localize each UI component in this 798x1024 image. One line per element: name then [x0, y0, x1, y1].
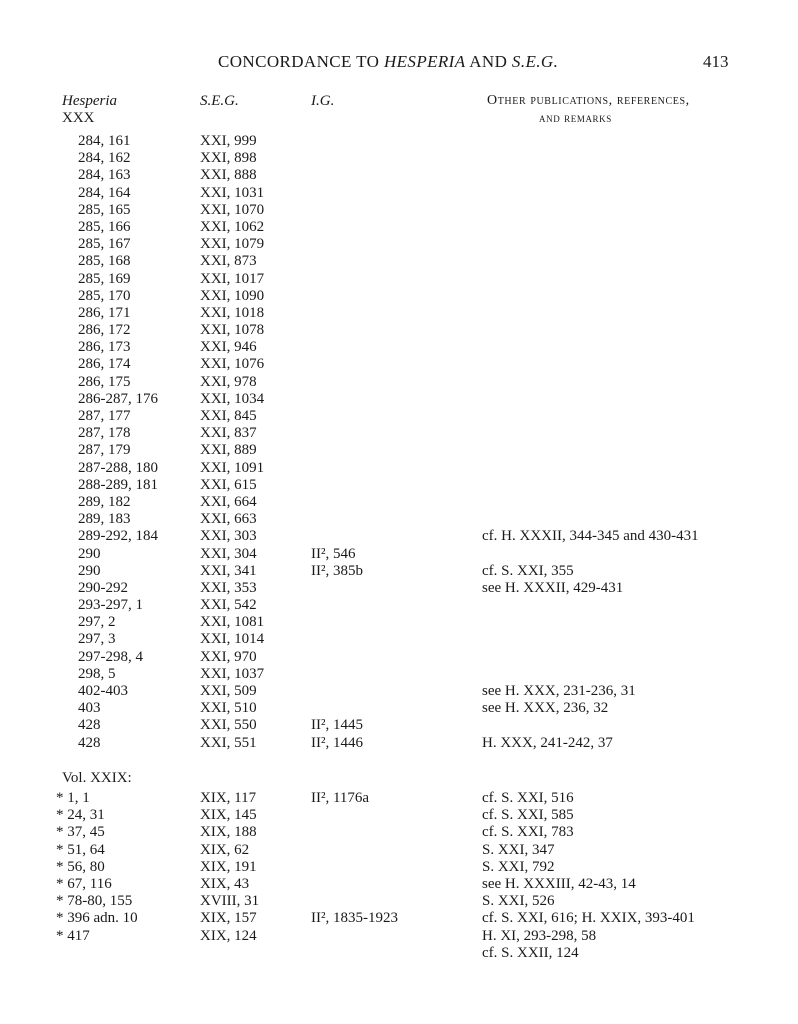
ig-cell: II², 1835-1923: [311, 910, 398, 927]
seg-cell: XIX, 124: [200, 927, 257, 944]
table-row: [0, 374, 798, 391]
hesperia-cell: * 1, 1: [56, 790, 90, 806]
hesperia-cell: 287, 179: [78, 442, 131, 459]
hesperia-cell: 284, 161: [78, 133, 131, 149]
hesperia-cell: 298, 5: [78, 665, 116, 682]
title-hesperia: HESPERIA: [383, 52, 466, 71]
other-cell: H. XI, 293-298, 58: [482, 927, 597, 944]
seg-cell: XXI, 1037: [200, 665, 265, 682]
table-row: [0, 717, 798, 734]
seg-cell: XXI, 551: [200, 734, 257, 751]
hesperia-cell: 287-288, 180: [78, 459, 158, 476]
other-cell: see H. XXX, 236, 32: [482, 700, 609, 717]
ig-cell: II², 385b: [311, 562, 363, 579]
table-row: [0, 683, 798, 700]
seg-cell: XXI, 845: [200, 408, 257, 424]
table-row: [0, 322, 798, 339]
other-cell: S. XXI, 347: [482, 841, 555, 858]
hesperia-cell: * 24, 31: [56, 807, 105, 824]
ig-cell: II², 1446: [311, 734, 363, 751]
seg-cell: XXI, 303: [200, 528, 257, 545]
hesperia-cell: 284, 163: [78, 167, 131, 184]
table-row: [0, 790, 798, 807]
other-cell: cf. S. XXI, 585: [482, 807, 574, 824]
table-row: [0, 842, 798, 859]
running-title: [218, 52, 558, 72]
seg-cell: XXI, 615: [200, 476, 257, 493]
table-row: [0, 391, 798, 408]
seg-cell: XXI, 664: [200, 493, 257, 510]
table-row: [0, 253, 798, 270]
hesperia-cell: 289, 182: [78, 493, 131, 510]
title-prefix: CONCORDANCE TO: [218, 52, 384, 71]
seg-cell: XIX, 43: [200, 875, 250, 892]
column-header-other-line1: Other publications, references,: [487, 93, 690, 108]
seg-cell: XXI, 304: [200, 545, 257, 562]
hesperia-cell: 285, 167: [78, 236, 131, 253]
seg-cell: XXI, 889: [200, 442, 257, 459]
table-row: [0, 807, 798, 824]
table-row: [0, 442, 798, 459]
ig-cell: II², 1176a: [311, 790, 370, 806]
hesperia-cell: 403: [78, 700, 101, 717]
other-cell: cf. S. XXI, 616; H. XXIX, 393-401: [482, 910, 695, 927]
seg-cell: XXI, 1018: [200, 304, 265, 321]
seg-cell: XIX, 191: [200, 858, 257, 875]
column-header-ig: I.G.: [311, 93, 335, 109]
table-row: [0, 824, 798, 841]
hesperia-cell: 285, 168: [78, 253, 131, 270]
seg-cell: XXI, 1076: [200, 356, 265, 373]
seg-cell: XXI, 837: [200, 425, 257, 442]
seg-cell: XXI, 1031: [200, 184, 265, 201]
table-row: [0, 305, 798, 322]
other-cell: cf. S. XXII, 124: [482, 944, 579, 961]
seg-cell: XXI, 898: [200, 150, 257, 167]
hesperia-cell: * 417: [56, 927, 90, 944]
hesperia-cell: 288-289, 181: [78, 476, 158, 493]
ig-cell: II², 1445: [311, 717, 363, 734]
table-row: [0, 460, 798, 477]
hesperia-cell: 297, 2: [78, 614, 116, 631]
hesperia-cell: * 396 adn. 10: [56, 910, 138, 927]
other-cell: S. XXI, 526: [482, 893, 555, 910]
table-row: [0, 666, 798, 683]
hesperia-cell: 290-292: [78, 579, 128, 596]
table-row: [0, 563, 798, 580]
table-row: [0, 876, 798, 893]
hesperia-cell: 287, 177: [78, 408, 131, 424]
hesperia-cell: * 67, 116: [56, 875, 112, 892]
other-cell: cf. S. XXI, 355: [482, 562, 574, 579]
column-header-other-line2: and remarks: [539, 110, 612, 125]
table-row: [0, 271, 798, 288]
seg-cell: XXI, 510: [200, 700, 257, 717]
seg-cell: XVIII, 31: [200, 893, 260, 910]
hesperia-cell: 286, 172: [78, 322, 131, 339]
hesperia-cell: 286, 173: [78, 339, 131, 356]
seg-cell: XXI, 1081: [200, 614, 265, 631]
seg-cell: XXI, 542: [200, 597, 257, 614]
ig-cell: II², 546: [311, 545, 356, 562]
hesperia-cell: 297-298, 4: [78, 648, 143, 665]
column-header-hesperia: Hesperia: [62, 93, 117, 109]
seg-cell: XXI, 1017: [200, 270, 265, 287]
seg-cell: XIX, 117: [200, 790, 257, 806]
other-cell: H. XXX, 241-242, 37: [482, 734, 613, 751]
table-row: [0, 580, 798, 597]
seg-cell: XXI, 888: [200, 167, 257, 184]
table-row: [0, 945, 798, 962]
hesperia-cell: 402-403: [78, 683, 128, 699]
column-header-seg: S.E.G.: [200, 93, 239, 109]
other-cell: cf. H. XXXII, 344-345 and 430-431: [482, 528, 699, 545]
other-cell: cf. S. XXI, 516: [482, 790, 574, 806]
seg-cell: XIX, 157: [200, 910, 257, 927]
table-row: [0, 339, 798, 356]
seg-cell: XXI, 1091: [200, 459, 265, 476]
other-cell: see H. XXX, 231-236, 31: [482, 683, 636, 699]
hesperia-cell: 290: [78, 545, 101, 562]
hesperia-cell: 286, 174: [78, 356, 131, 373]
other-cell: see H. XXXII, 429-431: [482, 579, 624, 596]
seg-cell: XXI, 341: [200, 562, 257, 579]
table-row: [0, 893, 798, 910]
seg-cell: XXI, 1078: [200, 322, 265, 339]
table-row: [0, 356, 798, 373]
table-row: [0, 649, 798, 666]
seg-cell: XXI, 509: [200, 683, 257, 699]
seg-cell: XXI, 970: [200, 648, 257, 665]
hesperia-cell: 285, 170: [78, 287, 131, 304]
table-row: [0, 219, 798, 236]
other-cell: see H. XXXIII, 42-43, 14: [482, 875, 636, 892]
title-and: AND: [465, 52, 512, 71]
seg-cell: XXI, 353: [200, 579, 257, 596]
hesperia-cell: 428: [78, 717, 101, 734]
hesperia-cell: 289, 183: [78, 511, 131, 528]
seg-cell: XIX, 62: [200, 841, 250, 858]
hesperia-cell: * 78-80, 155: [56, 893, 133, 910]
page-number: 413: [703, 52, 729, 71]
page-header: [0, 52, 798, 76]
table-row: [0, 631, 798, 648]
seg-cell: XXI, 1034: [200, 390, 265, 407]
table-row: [0, 910, 798, 927]
seg-cell: XXI, 550: [200, 717, 257, 734]
hesperia-cell: 290: [78, 562, 101, 579]
seg-cell: XXI, 1079: [200, 236, 265, 253]
hesperia-cell: 289-292, 184: [78, 528, 158, 545]
hesperia-cell: * 51, 64: [56, 841, 105, 858]
seg-cell: XXI, 1014: [200, 631, 265, 648]
volume-label-xxix: Vol. XXIX:: [62, 770, 132, 786]
table-row: [0, 185, 798, 202]
title-seg: S.E.G.: [511, 52, 559, 71]
seg-cell: XXI, 978: [200, 373, 257, 390]
table-row: [0, 928, 798, 945]
hesperia-cell: 297, 3: [78, 631, 116, 648]
table-row: [0, 597, 798, 614]
table-row: [0, 494, 798, 511]
hesperia-cell: 286, 175: [78, 373, 131, 390]
seg-cell: XIX, 188: [200, 824, 257, 841]
hesperia-cell: 285, 165: [78, 201, 131, 218]
hesperia-cell: 286, 171: [78, 304, 131, 321]
hesperia-cell: 287, 178: [78, 425, 131, 442]
concordance-table-xxix: [0, 790, 798, 962]
table-row: [0, 167, 798, 184]
seg-cell: XXI, 1062: [200, 218, 265, 235]
table-row: [0, 425, 798, 442]
seg-cell: XXI, 663: [200, 511, 257, 528]
volume-label: XXX: [62, 110, 95, 126]
seg-cell: XIX, 145: [200, 807, 257, 824]
other-cell: S. XXI, 792: [482, 858, 555, 875]
table-row: [0, 288, 798, 305]
table-row: [0, 236, 798, 253]
table-row: [0, 202, 798, 219]
concordance-table-xxx: [0, 133, 798, 752]
hesperia-cell: 284, 162: [78, 150, 131, 167]
hesperia-cell: * 56, 80: [56, 858, 105, 875]
hesperia-cell: 293-297, 1: [78, 597, 143, 614]
table-row: [0, 477, 798, 494]
table-row: [0, 511, 798, 528]
hesperia-cell: 285, 169: [78, 270, 131, 287]
other-cell: cf. S. XXI, 783: [482, 824, 574, 841]
hesperia-cell: 284, 164: [78, 184, 131, 201]
table-row: [0, 614, 798, 631]
seg-cell: XXI, 873: [200, 253, 257, 270]
seg-cell: XXI, 946: [200, 339, 257, 356]
table-row: [0, 150, 798, 167]
table-row: [0, 408, 798, 425]
table-row: [0, 700, 798, 717]
hesperia-cell: 286-287, 176: [78, 390, 158, 407]
table-row: [0, 133, 798, 150]
hesperia-cell: 428: [78, 734, 101, 751]
seg-cell: XXI, 1090: [200, 287, 265, 304]
hesperia-cell: * 37, 45: [56, 824, 105, 841]
seg-cell: XXI, 1070: [200, 201, 265, 218]
table-row: [0, 859, 798, 876]
table-row: [0, 528, 798, 545]
seg-cell: XXI, 999: [200, 133, 257, 149]
hesperia-cell: 285, 166: [78, 218, 131, 235]
table-row: [0, 735, 798, 752]
table-row: [0, 546, 798, 563]
